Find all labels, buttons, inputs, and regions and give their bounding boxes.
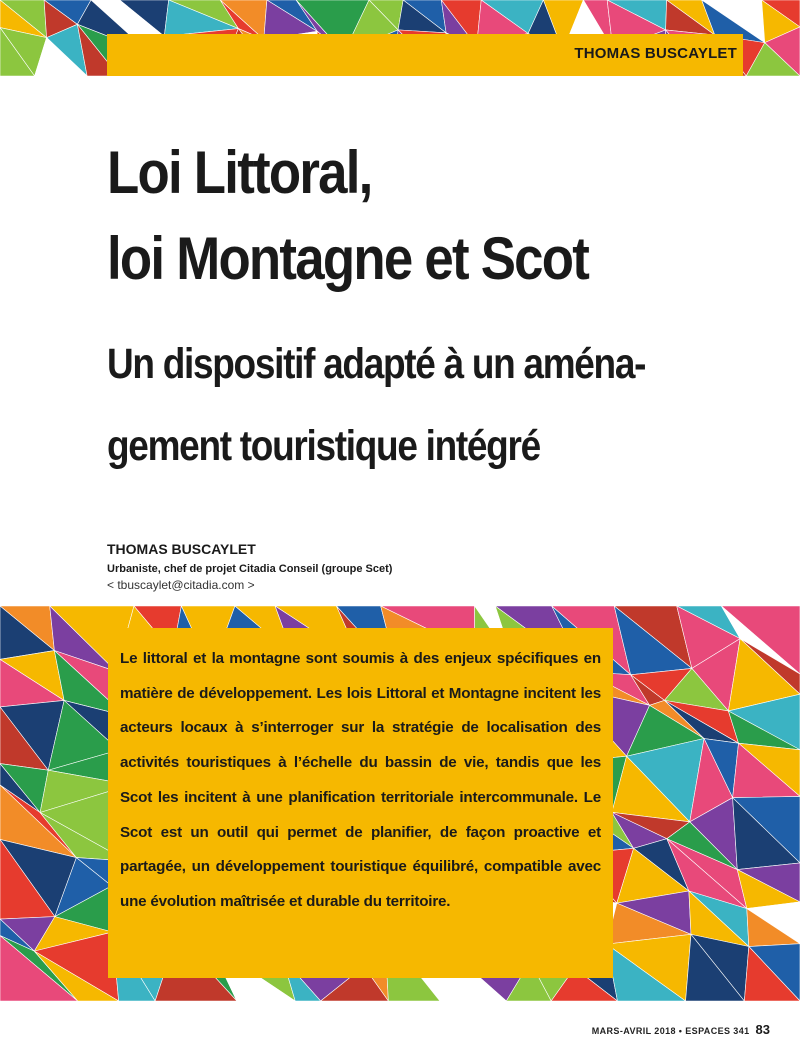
title-line-2: loi Montagne et Scot [107,225,589,292]
author-tag-bar [107,34,743,76]
title-line-1: Loi Littoral, [107,139,372,206]
subtitle-line-1: Un dispositif adapté à un aména- [107,340,646,388]
subtitle-line-2: gement touristique intégré [107,422,540,470]
author-name: THOMAS BUSCAYLET [107,541,256,557]
abstract-text: Le littoral et la montagne sont soumis à des enjeux spécifiques en matière de développement. Les lois Littoral et Montagne incitent les acteurs locaux à s’interroger sur la stratégie de localisation des activités touristiques à l’échelle du bassin de vie, tandis que les Scot les incitent à une planification territoriale intercommunale. Le Scot est un outil qui permet de planifier, de façon proactive et partagée, un développement touristique équilibré, compatible avec une évolution maîtrisée et durable du territoire. [120,650,601,910]
page-footer [579,1021,770,1039]
byline [107,541,392,592]
author-tag-label: THOMAS BUSCAYLET [574,45,737,62]
author-role: Urbaniste, chef de projet Citadia Conseil (groupe Scet) [107,563,393,575]
author-email[interactable]: < tbuscaylet@citadia.com > [107,578,255,592]
page-number: 83 [755,1022,770,1037]
abstract-box [108,628,613,978]
issue-label: MARS-AVRIL 2018 • ESPACES 341 [591,1026,750,1036]
